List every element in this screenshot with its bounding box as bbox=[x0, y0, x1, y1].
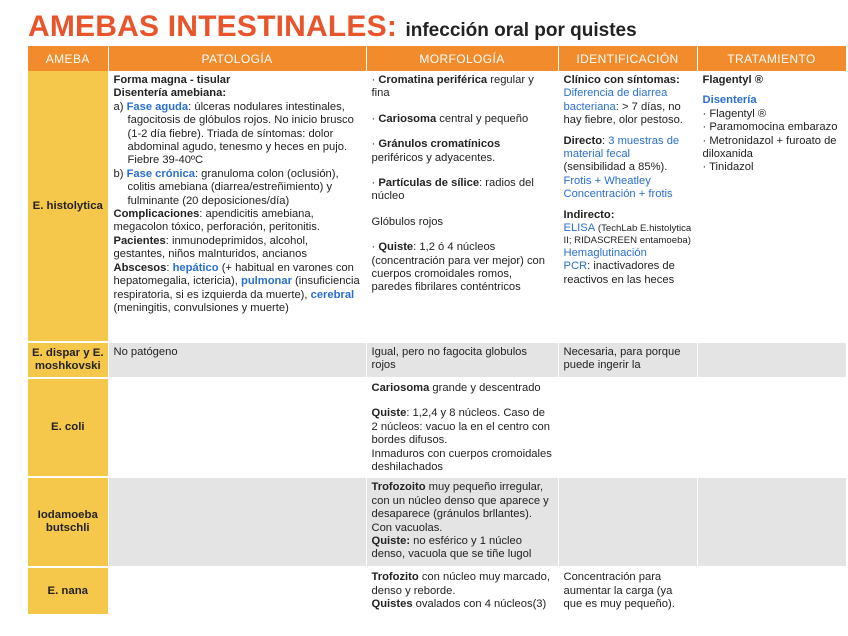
header-tratamiento: TRATAMIENTO bbox=[697, 46, 846, 71]
fase-cronica: b) Fase crónica: granuloma colon (oclusión), colitis amebiana (diarrea/estreñimiento) y fulminante (20 deposiciones/día) bbox=[113, 167, 339, 207]
clinico-text: Diferencia de diarrea bacteriana: > 7 días, no hay fiebre, olor pestoso. bbox=[563, 87, 683, 127]
quiste: Quiste: 1,2,4 y 8 núcleos. Caso de 2 núcleos: vacuo la en el centro con bordes difusos. bbox=[371, 407, 550, 447]
header-row bbox=[28, 46, 846, 71]
title-subtitle: infección oral por quistes bbox=[405, 20, 637, 41]
identification-cell bbox=[558, 378, 697, 477]
amoeba-name: E. histolytica bbox=[28, 71, 108, 342]
amoeba-name: E. coli bbox=[28, 378, 108, 477]
granulos: · Gránulos cromatínicos periféricos y adyacentes. bbox=[371, 138, 501, 164]
table-row-iodamoeba bbox=[28, 477, 846, 567]
amoeba-name: E. dispar y E. moshkovski bbox=[28, 342, 108, 378]
disenteria-title: Disentería amebiana: bbox=[113, 87, 227, 100]
quistes: Quistes ovalados con 4 núcleos(3) bbox=[371, 598, 547, 611]
treatment-cell bbox=[697, 342, 846, 378]
cariosoma: · Cariosoma central y pequeño bbox=[371, 112, 529, 125]
identification-cell: Necesaria, para porque puede ingerir la bbox=[558, 342, 697, 378]
globulos-rojos: Glóbulos rojos bbox=[371, 215, 444, 228]
cariosoma: Cariosoma grande y descentrado bbox=[371, 382, 541, 394]
identification-cell: Concentración para aumentar la carga (ya que es muy pequeño). bbox=[558, 567, 697, 614]
trofozoito: Trofozoito muy pequeño irregular, con un núcleo denso que aparece y desaparece (gránulos brllantes). Con vacuolas. bbox=[371, 481, 549, 534]
treatment-cell bbox=[697, 477, 846, 567]
treatment-item: · Metronidazol + furoato de diloxanida bbox=[702, 134, 837, 161]
particulas: · Partículas de sílice: radios del núcleo bbox=[371, 177, 534, 203]
complicaciones: Complicaciones: apendicitis amebiana, megacolon tóxico, perforación, peritonitis. bbox=[113, 208, 320, 234]
table-row-nana bbox=[28, 567, 846, 614]
elisa: ELISA (TechLab E.histolytica II; RIDASCREEN entamoeba) bbox=[563, 222, 692, 247]
table-row-histolytica bbox=[28, 71, 846, 342]
concentracion: Concentración + frotis bbox=[563, 188, 673, 201]
treatment-cell bbox=[697, 567, 846, 614]
morphology-cell bbox=[366, 567, 558, 614]
morphology-cell: Igual, pero no fagocita globulos rojos bbox=[366, 342, 558, 378]
indirecto-title: Indirecto: bbox=[563, 208, 615, 221]
flagentyl: Flagentyl ® bbox=[702, 74, 763, 86]
quiste: Quiste: no esférico y 1 núcleo denso, vacuola que se tiñe lugol bbox=[371, 535, 532, 561]
title-main: AMEBAS INTESTINALES: bbox=[28, 10, 398, 43]
directo: Directo: 3 muestras de material fecal (sensibilidad a 85%). bbox=[563, 134, 680, 174]
morphology-cell bbox=[366, 378, 558, 477]
pathology-cell bbox=[108, 71, 366, 342]
pathology-cell: No patógeno bbox=[108, 342, 366, 378]
cromatina: · Cromatina periférica regular y fina bbox=[371, 74, 534, 100]
treatment-cell bbox=[697, 378, 846, 477]
pathology-cell bbox=[108, 378, 366, 477]
table-row-dispar bbox=[28, 342, 846, 378]
table-row-coli bbox=[28, 378, 846, 477]
disenteria-treatment: Disentería bbox=[702, 94, 757, 107]
treatment-cell bbox=[697, 71, 846, 342]
amoeba-name: E. nana bbox=[28, 567, 108, 614]
page-title bbox=[28, 10, 637, 46]
header-identificacion: IDENTIFICACIÓN bbox=[558, 46, 697, 71]
identification-cell bbox=[558, 71, 697, 342]
treatment-item: · Paramomocina embarazo bbox=[702, 121, 838, 134]
morphology-cell bbox=[366, 71, 558, 342]
clinico-title: Clínico con síntomas: bbox=[563, 74, 680, 86]
quiste: · Quiste: 1,2 ó 4 núcleos (concentración para ver mejor) con cuerpos cromoidales romos, paredes fibrilares conténtricos bbox=[371, 241, 545, 294]
morphology-cell bbox=[366, 477, 558, 567]
header-patologia: PATOLOGÍA bbox=[108, 46, 366, 71]
fase-aguda: a) Fase aguda: úlceras nodulares intestinales, fagocitosis de glóbulos rojos. No inicio brusco (1-2 día fiebre). Triada de síntomas: dolor abdominal agudo, tenesmo y heces en pujo. Fiebre 39-40ºC bbox=[113, 100, 354, 167]
header-ameba: AMEBA bbox=[28, 46, 108, 71]
inmaduros: Inmaduros con cuerpos cromoidales deshilachados bbox=[371, 447, 552, 474]
abscesos: Abscesos: hepático (+ habitual en varones con hepatomegalia, ictericia), pulmonar (insuficiencia respiratoria, si es izquierda da muerte), cerebral (meningitis, convulsiones y muerte) bbox=[113, 261, 360, 314]
header-morfologia: MORFOLOGÍA bbox=[366, 46, 558, 71]
amoebas-table bbox=[28, 46, 847, 616]
pathology-cell bbox=[108, 477, 366, 567]
amoeba-name: Iodamoeba butschli bbox=[28, 477, 108, 567]
frotis: Frotis + Wheatley bbox=[563, 174, 651, 187]
identification-cell bbox=[558, 477, 697, 567]
treatment-item: · Tinidazol bbox=[702, 161, 754, 174]
treatment-item: · Flagentyl ® bbox=[702, 107, 767, 120]
pathology-cell bbox=[108, 567, 366, 614]
trofozito: Trofozito con núcleo muy marcado, denso y reborde. bbox=[371, 571, 550, 597]
hemaglutinacion: Hemaglutinación bbox=[563, 247, 647, 260]
forma-magna: Forma magna - tisular bbox=[113, 74, 231, 86]
pcr: PCR: inactivadores de reactivos en las heces bbox=[563, 260, 675, 286]
pacientes: Pacientes: inmunodeprimidos, alcohol, gestantes, niños malnturidos, ancianos bbox=[113, 234, 309, 261]
